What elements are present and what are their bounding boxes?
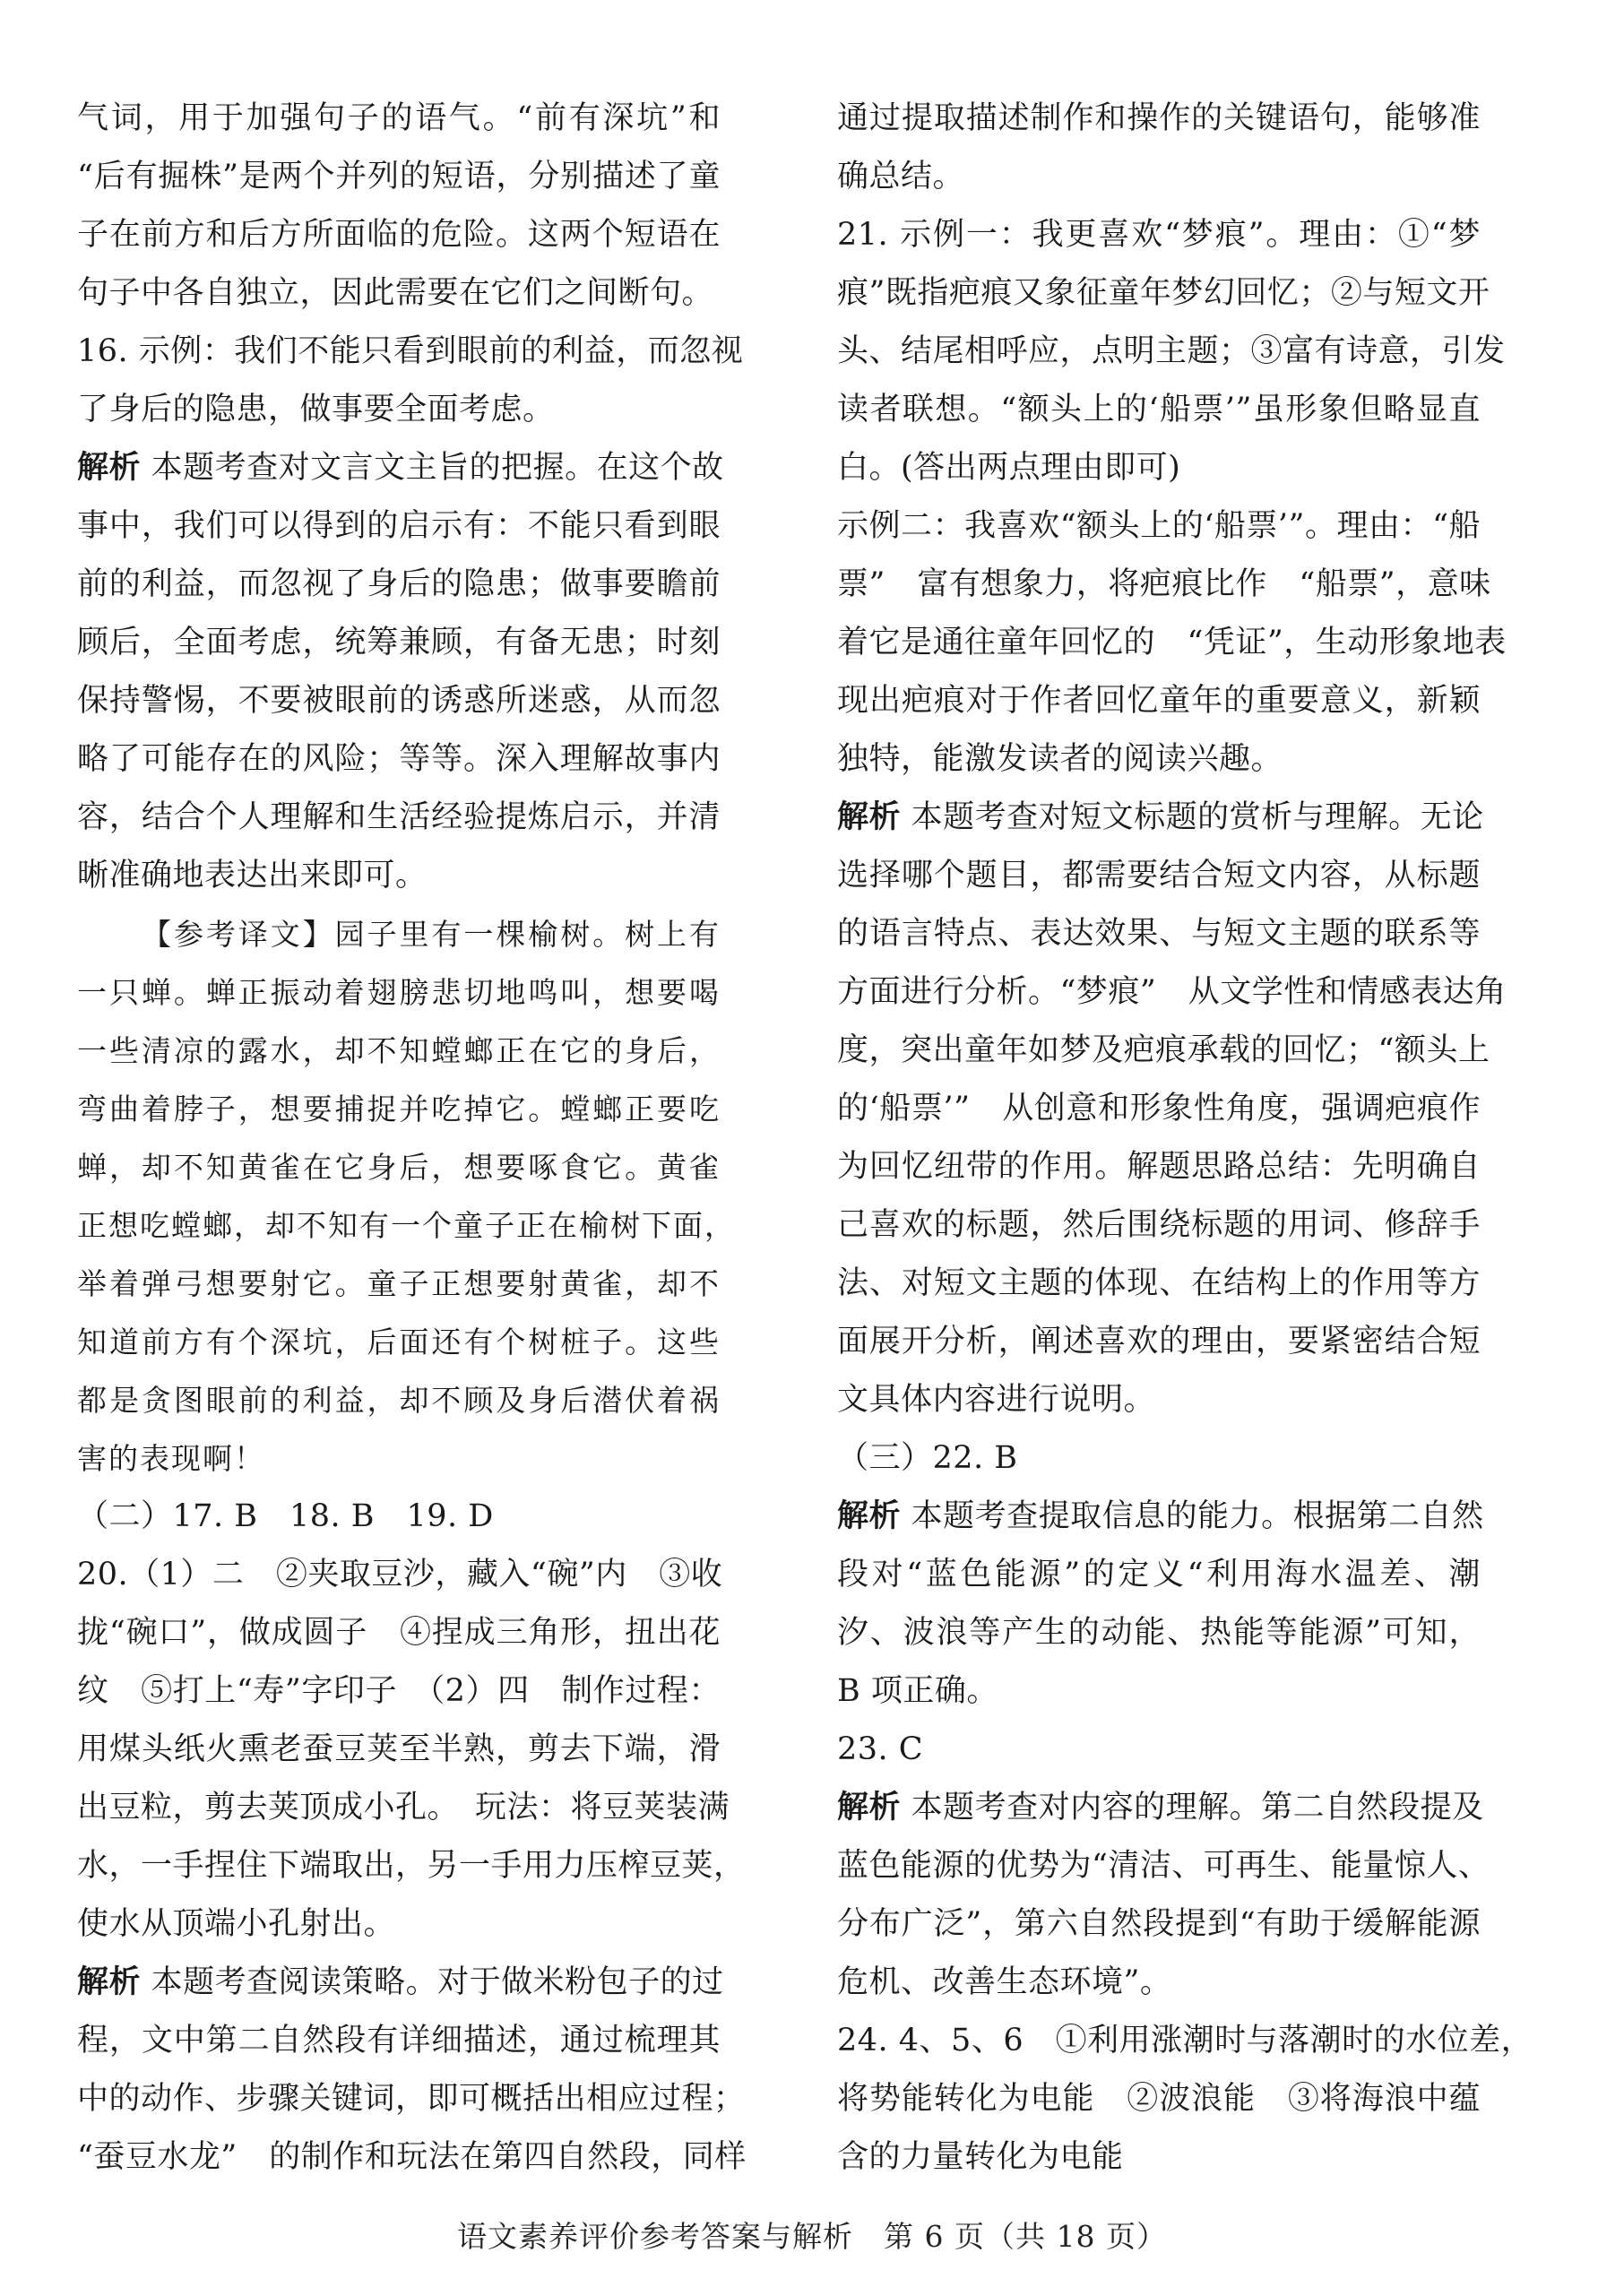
right-column-line <box>837 206 1481 264</box>
analysis-label: 解析 <box>837 1498 902 1534</box>
line-text: 略了可能存在的风险；等等。深入理解故事内 <box>77 741 721 777</box>
line-text: 读者联想。“额头上的‘船票’”虽形象但略显直 <box>837 392 1481 427</box>
right-column-line <box>837 1604 1481 1662</box>
left-column-line <box>77 1662 721 1721</box>
line-text: 蝉，却不知黄雀在它身后，想要啄食它。黄雀 <box>77 1150 721 1185</box>
left-column-line <box>77 1721 721 1779</box>
line-text: 21. 示例一：我更喜欢“梦痕”。理由：①“梦 <box>837 217 1481 253</box>
right-column-line <box>837 847 1481 905</box>
line-text: 蓝色能源的优势为“清洁、可再生、能量惊人、 <box>837 1848 1490 1884</box>
left-column-line <box>77 614 721 672</box>
line-text: 子在前方和后方所面临的危险。这两个短语在 <box>77 217 721 253</box>
right-column-line <box>837 2012 1533 2070</box>
line-text: 选择哪个题目，都需要结合短文内容，从标题 <box>837 858 1481 893</box>
right-column-line <box>837 2070 1481 2128</box>
left-column-line <box>77 1546 721 1604</box>
line-text: 程，文中第二自然段有详细描述，通过梳理其 <box>77 2023 721 2058</box>
line-text: “后有掘株”是两个并列的短语，分别描述了童 <box>77 159 721 194</box>
line-text: “蚕豆水龙” 的制作和玩法在第四自然段，同样 <box>77 2139 747 2175</box>
left-column-line <box>77 206 721 264</box>
line-text: 本题考查提取信息的能力。根据第二自然 <box>911 1498 1484 1534</box>
line-text: 度，突出童年如梦及疤痕承载的回忆；“额头上 <box>837 1032 1490 1068</box>
line-text: 保持警惕，不要被眼前的诱惑所迷惑，从而忽 <box>77 683 721 719</box>
line-text: 头、结尾相呼应，点明主题；③富有诗意，引发 <box>837 333 1506 369</box>
left-column-line <box>77 2070 746 2128</box>
right-column-line <box>837 789 1484 847</box>
line-text: 一只蝉。蝉正振动着翅膀悲切地鸣叫，想要喝 <box>77 975 721 1010</box>
right-column-line <box>837 614 1507 672</box>
right-column-line <box>837 2128 1481 2187</box>
line-text: 现出疤痕对于作者回忆童年的重要意义，新颖 <box>837 683 1481 719</box>
line-text: 16. 示例：我们不能只看到眼前的利益，而忽视 <box>77 333 744 369</box>
left-column-line <box>77 556 721 614</box>
line-text: 使水从顶端小孔射出。 <box>77 1906 396 1942</box>
line-text: 通过提取描述制作和操作的关键语句，能够准 <box>837 100 1481 136</box>
left-column-line <box>77 1022 721 1080</box>
line-text: 痕”既指疤痕又象征童年梦幻回忆；②与短文开 <box>837 275 1490 311</box>
line-text: 正想吃螳螂，却不知有一个童子正在榆树下面， <box>77 1208 736 1243</box>
line-text: 票” 富有想象力，将疤痕比作 “船票”，意味 <box>837 566 1491 602</box>
right-column <box>837 90 1533 2187</box>
right-column-line <box>837 497 1481 556</box>
line-text: 己喜欢的标题，然后围绕标题的用词、修辞手 <box>837 1207 1481 1243</box>
line-text: 为回忆纽带的作用。解题思路总结：先明确自 <box>837 1149 1481 1185</box>
line-text: 24. 4、5、6 ①利用涨潮时与落潮时的水位差， <box>837 2023 1533 2058</box>
line-text: 拢“碗口”，做成圆子 ④捏成三角形，扭出花 <box>77 1615 721 1651</box>
left-column-line <box>77 264 721 323</box>
line-text: 用煤头纸火熏老蚕豆荚至半熟，剪去下端，滑 <box>77 1731 721 1767</box>
right-column-line <box>837 963 1507 1022</box>
line-text: 23. C <box>837 1731 924 1767</box>
right-column-line <box>837 1895 1481 1954</box>
line-text: 20.（1）二 ②夹取豆沙，藏入“碗”内 ③收 <box>77 1557 723 1592</box>
right-column-line <box>837 1255 1481 1313</box>
line-text: 纹 ⑤打上“寿”字印子 （2）四 制作过程： <box>77 1673 721 1709</box>
right-column-line <box>837 90 1481 148</box>
line-text: 本题考查对内容的理解。第二自然段提及 <box>911 1790 1484 1825</box>
right-column-line <box>837 1954 1481 2012</box>
right-column-line <box>837 730 1481 789</box>
right-column-line <box>837 264 1490 323</box>
line-text: 本题考查对短文标题的赏析与理解。无论 <box>911 799 1484 835</box>
left-column-line <box>77 672 721 730</box>
right-column-line <box>837 148 1481 206</box>
left-column-line <box>77 1604 721 1662</box>
left-column-line <box>77 1954 724 2012</box>
left-column-line <box>77 90 721 148</box>
right-column-line <box>837 1488 1484 1546</box>
left-column-line <box>77 323 744 381</box>
left-column-line <box>77 439 724 497</box>
line-text: 水，一手捏住下端取出，另一手用力压榨豆荚， <box>77 1848 746 1884</box>
left-column-line <box>77 1313 721 1371</box>
line-text: 一些清凉的露水，却不知螳螂正在它的身后， <box>77 1033 721 1068</box>
right-column-line <box>837 439 1481 497</box>
right-column-line <box>837 1080 1481 1138</box>
right-column-line <box>837 905 1481 963</box>
right-column-line <box>837 1662 1481 1721</box>
right-column-line <box>837 1196 1481 1255</box>
line-text: 本题考查阅读策略。对于做米粉包子的过 <box>151 1964 724 2000</box>
page-footer: 语文素养评价参考答案与解析 第 6 页（共 18 页） <box>457 2219 1167 2254</box>
line-text: 法、对短文主题的体现、在结构上的作用等方 <box>837 1265 1481 1301</box>
line-text: 举着弹弓想要射它。童子正想要射黄雀，却不 <box>77 1266 721 1301</box>
line-text: 段对“蓝色能源”的定义“利用海水温差、潮 <box>837 1557 1481 1592</box>
right-column-line <box>837 1721 1481 1779</box>
left-column <box>77 90 747 2187</box>
left-column-line <box>77 381 721 439</box>
line-text: B 项正确。 <box>837 1673 998 1709</box>
line-text: 【参考译文】园子里有一棵榆树。树上有 <box>142 917 721 952</box>
line-text: 容，结合个人理解和生活经验提炼启示，并清 <box>77 799 721 835</box>
analysis-label: 解析 <box>77 450 142 486</box>
line-text: 白。(答出两点理由即可) <box>837 450 1181 486</box>
right-column-line <box>837 1546 1481 1604</box>
line-text: 确总结。 <box>837 159 965 194</box>
left-column-line <box>77 2012 721 2070</box>
line-text: 气词，用于加强句子的语气。“前有深坑”和 <box>77 100 721 136</box>
left-column-line <box>77 730 721 789</box>
line-text: 汐、波浪等产生的动能、热能等能源”可知， <box>837 1615 1481 1651</box>
left-column-line <box>77 847 721 905</box>
left-column-line <box>77 1895 721 1954</box>
right-column-line <box>837 323 1506 381</box>
right-column-line <box>837 1371 1481 1429</box>
line-text: 的‘船票’” 从创意和形象性角度，强调疤痕作 <box>837 1091 1481 1126</box>
line-text: 弯曲着脖子，想要捕捉并吃掉它。螳螂正要吃 <box>77 1092 721 1126</box>
left-column-line <box>77 1196 736 1255</box>
left-column-line <box>77 1429 721 1488</box>
left-column-line <box>77 905 721 963</box>
line-text: 文具体内容进行说明。 <box>837 1382 1156 1418</box>
left-column-line <box>77 1837 746 1895</box>
line-text: 句子中各自独立，因此需要在它们之间断句。 <box>77 275 714 311</box>
line-text: 着它是通往童年回忆的 “凭证”，生动形象地表 <box>837 625 1507 660</box>
right-column-line <box>837 1429 1481 1488</box>
line-text: 危机、改善生态环境”。 <box>837 1964 1172 2000</box>
line-text: 面展开分析，阐述喜欢的理由，要紧密结合短 <box>837 1324 1481 1359</box>
line-text: 晰准确地表达出来即可。 <box>77 858 428 893</box>
line-text: 出豆粒，剪去荚顶成小孔。 玩法：将豆荚装满 <box>77 1790 730 1825</box>
line-text: 分布广泛”，第六自然段提到“有助于缓解能源 <box>837 1906 1481 1942</box>
right-column-line <box>837 1138 1481 1196</box>
analysis-label: 解析 <box>77 1964 142 2000</box>
left-column-line <box>77 1080 721 1138</box>
left-column-line <box>77 789 721 847</box>
line-text: 方面进行分析。“梦痕” 从文学性和情感表达角 <box>837 974 1507 1010</box>
line-text: 了身后的隐患，做事要全面考虑。 <box>77 392 555 427</box>
right-column-line <box>837 1779 1484 1837</box>
right-column-line <box>837 672 1481 730</box>
right-column-line <box>837 381 1481 439</box>
analysis-label: 解析 <box>837 799 902 835</box>
line-text: 知道前方有个深坑，后面还有个树桩子。这些 <box>77 1325 721 1359</box>
left-column-line <box>77 1779 730 1837</box>
line-text: 都是贪图眼前的利益，却不顾及身后潜伏着祸 <box>77 1383 721 1418</box>
line-text: 前的利益，而忽视了身后的隐患；做事要瞻前 <box>77 566 721 602</box>
line-text: 将势能转化为电能 ②波浪能 ③将海浪中蕴 <box>837 2081 1481 2117</box>
line-text: 害的表现啊！ <box>77 1441 265 1476</box>
line-text: （三）22. B <box>837 1440 1018 1476</box>
line-text: 中的动作、步骤关键词，即可概括出相应过程； <box>77 2081 746 2117</box>
left-column-line <box>77 2128 747 2187</box>
right-column-line <box>837 1022 1490 1080</box>
line-text: 事中，我们可以得到的启示有：不能只看到眼 <box>77 508 721 544</box>
right-column-line <box>837 1313 1481 1371</box>
left-column-line <box>77 1138 721 1196</box>
analysis-label: 解析 <box>837 1790 902 1825</box>
line-text: 本题考查对文言文主旨的把握。在这个故 <box>151 450 724 486</box>
line-text: 顾后，全面考虑，统筹兼顾，有备无患；时刻 <box>77 625 721 660</box>
left-column-line <box>77 1255 721 1313</box>
left-column-line <box>77 1371 721 1429</box>
line-text: 含的力量转化为电能 <box>837 2139 1124 2175</box>
line-text: 的语言特点、表达效果、与短文主题的联系等 <box>837 916 1481 952</box>
line-text: 独特，能激发读者的阅读兴趣。 <box>837 741 1283 777</box>
left-column-line <box>77 963 721 1022</box>
line-text: 示例二：我喜欢“额头上的‘船票’”。理由：“船 <box>837 508 1481 544</box>
left-column-line <box>77 1488 721 1546</box>
line-text: （二）17. B 18. B 19. D <box>77 1498 494 1534</box>
left-column-line <box>77 497 721 556</box>
right-column-line <box>837 556 1491 614</box>
right-column-line <box>837 1837 1490 1895</box>
left-column-line <box>77 148 721 206</box>
